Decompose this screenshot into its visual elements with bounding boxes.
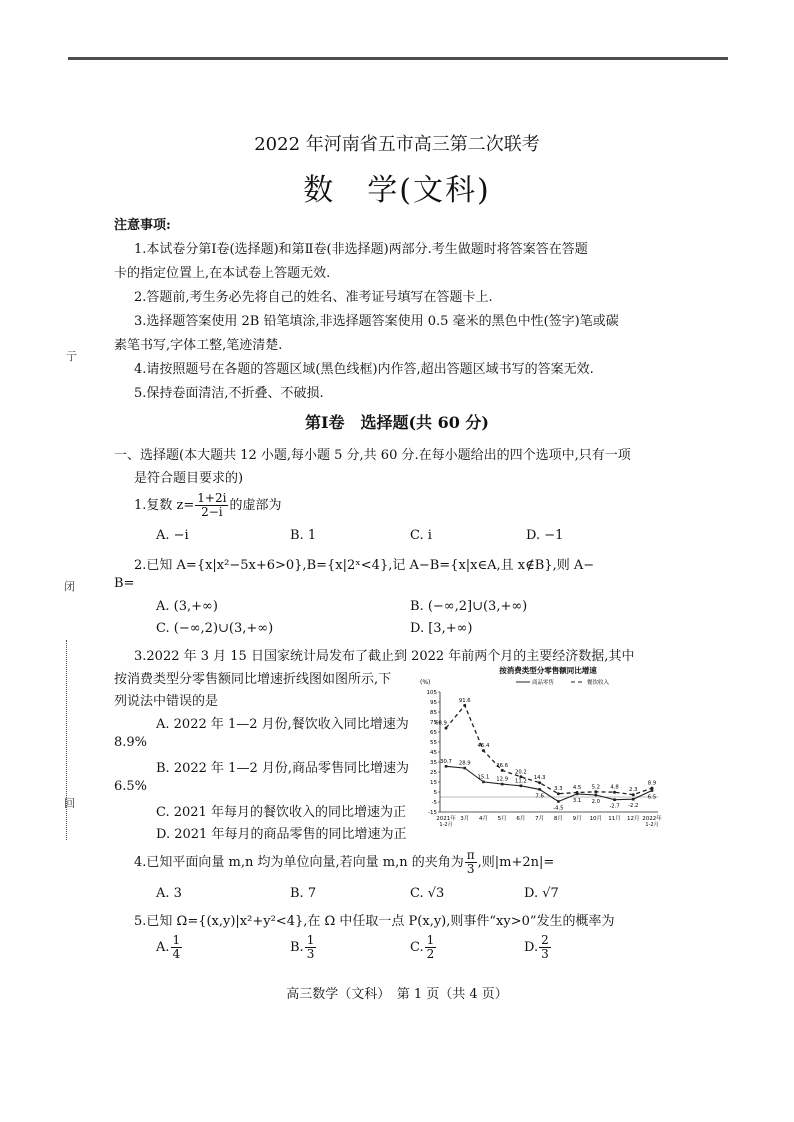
y-tick-label: 105 — [426, 690, 437, 696]
retail-growth-chart — [416, 662, 666, 837]
data-label: 5.2 — [591, 784, 601, 791]
q4-numerator: π — [466, 848, 475, 862]
q4-option-b: B. 7 — [290, 886, 317, 901]
x-tick-label: 12月 — [627, 816, 640, 822]
top-rule — [68, 57, 728, 60]
data-point — [613, 798, 616, 801]
data-label: 26.6 — [496, 762, 509, 769]
q2-option-a: A. (3,+∞) — [156, 599, 218, 614]
q3-option-b: B. 2022 年 1—2 月份,商品零售同比增速为 — [156, 761, 409, 776]
data-label: 8.9 — [647, 780, 657, 787]
note-item: 4.请按照题号在各题的答题区域(黑色线框)内作答,超出答题区域书写的答案无效. — [134, 362, 594, 377]
y-tick-label: -5 — [431, 800, 437, 806]
y-tick-label: 15 — [430, 780, 437, 786]
data-point — [632, 793, 635, 796]
q5-option-d — [524, 934, 552, 961]
question-3-cont: 按消费类型分零售额同比增速折线图如图所示,下 — [114, 672, 392, 687]
data-label: 14.3 — [533, 775, 546, 782]
x-tick-label: 9月 — [572, 816, 582, 822]
q4-option-a: A. 3 — [156, 886, 182, 901]
data-label: -2.7 — [609, 803, 620, 810]
y-tick-label: 45 — [430, 750, 437, 756]
data-point — [520, 785, 523, 788]
q4-fraction — [465, 849, 477, 876]
data-label: 2.0 — [591, 799, 601, 805]
data-point — [538, 788, 541, 791]
series-line — [446, 705, 652, 794]
q5-option-a — [156, 934, 183, 961]
data-point — [538, 781, 541, 784]
note-item: 3.选择题答案使用 2B 铅笔填涂,非选择题答案使用 0.5 毫米的黑色中性(签字)笔或碳 — [134, 314, 619, 329]
x-tick-label: 8月 — [553, 816, 563, 822]
q1-option-d: D. −1 — [526, 528, 564, 543]
chart-ylabel: (%) — [420, 679, 431, 686]
q1-prefix: 1.复数 z= — [134, 498, 195, 513]
data-label: 68.9 — [435, 720, 447, 727]
data-point — [482, 749, 485, 752]
data-point — [445, 727, 448, 730]
q5-numerator: 1 — [426, 933, 435, 947]
data-label: 11.2 — [515, 778, 527, 785]
q1-option-a: A. −i — [156, 528, 189, 543]
q4-denominator: 3 — [466, 862, 475, 876]
data-point — [557, 792, 560, 795]
q5-fraction — [171, 934, 183, 961]
data-label: 15.1 — [477, 774, 490, 781]
q3-option-b-cont: 6.5% — [114, 779, 148, 794]
note-item: 素笔书写,字体工整,笔迹清楚. — [114, 338, 283, 353]
x-tick-label: 4月 — [478, 816, 488, 822]
exam-subject: 数 学(文科) — [303, 173, 491, 208]
data-label: 3.1 — [572, 797, 582, 804]
legend-label: 商品零售 — [532, 680, 555, 686]
q5-numerator: 1 — [306, 933, 315, 947]
x-tick-label: 5月 — [497, 816, 507, 822]
q5-option-label: D. — [524, 940, 539, 955]
q5-option-label: A. — [156, 940, 170, 955]
q5-option-label: C. — [410, 940, 424, 955]
q5-option-label: B. — [290, 940, 304, 955]
question-3-cont: 列说法中错误的是 — [114, 694, 219, 709]
section-title: 第Ⅰ卷 选择题(共 60 分) — [304, 413, 490, 432]
q5-numerator: 2 — [541, 933, 549, 947]
data-label: 28.9 — [458, 760, 471, 767]
note-item: 卡的指定位置上,在本试卷上答题无效. — [114, 266, 331, 281]
legend-label: 餐饮收入 — [587, 680, 610, 686]
q2-option-c: C. (−∞,2)∪(3,+∞) — [156, 621, 274, 636]
data-label: 2.3 — [629, 787, 638, 794]
data-point — [463, 767, 466, 770]
question-2-cont: B= — [114, 576, 135, 591]
data-point — [632, 798, 635, 801]
q3-option-a: A. 2022 年 1—2 月份,餐饮收入同比增速为 — [156, 717, 409, 732]
x-tick-sublabel: 1-2月 — [439, 822, 453, 828]
q5-denominator: 3 — [306, 947, 315, 961]
data-label: -4.5 — [553, 805, 564, 812]
data-point — [445, 765, 448, 768]
x-tick-sublabel: 1-2月 — [645, 822, 659, 828]
y-tick-label: 25 — [430, 770, 437, 776]
part-intro: 一、选择题(本大题共 12 小题,每小题 5 分,共 60 分.在每小题给出的四个选项中,只有一项 — [114, 448, 631, 463]
x-tick-label: 6月 — [516, 816, 526, 822]
data-label: -2.2 — [628, 803, 639, 810]
y-tick-label: 65 — [430, 730, 437, 736]
margin-mark-2: 闭 — [64, 580, 75, 593]
data-label: 4.5 — [572, 785, 582, 791]
q4-option-c: C. √3 — [410, 886, 445, 901]
question-5: 5.已知 Ω={(x,y)|x²+y²<4},在 Ω 中任取一点 P(x,y),则事件“xy>0”发生的概率为 — [134, 914, 615, 929]
note-item: 2.答题前,考生务必先将自己的姓名、准考证号填写在答题卡上. — [134, 290, 493, 305]
data-label: 6.5 — [647, 794, 657, 801]
x-tick-label: 2021年 — [436, 816, 456, 822]
q1-suffix: 的虚部为 — [229, 498, 282, 513]
chart-title: 按消费类型分零售额同比增速 — [499, 666, 597, 675]
question-4 — [134, 849, 554, 876]
data-label: 46.4 — [477, 743, 490, 750]
page-footer: 高三数学（文科） 第 1 页（共 4 页） — [286, 987, 508, 1002]
chart-axes — [427, 690, 663, 828]
q5-fraction — [539, 934, 551, 961]
series-line — [446, 766, 652, 801]
chart-legend — [516, 678, 610, 686]
x-tick-label: 2022年 — [642, 816, 662, 822]
q1-denominator: 2−i — [201, 505, 223, 519]
data-point — [594, 790, 597, 793]
q5-denominator: 4 — [172, 947, 181, 961]
y-tick-label: 5 — [433, 790, 437, 796]
exam-title: 2022 年河南省五市高三第二次联考 — [254, 134, 540, 155]
q4-prefix: 4.已知平面向量 m,n 均为单位向量,若向量 m,n 的夹角为 — [134, 855, 464, 870]
q1-numerator: 1+2i — [197, 491, 227, 505]
y-tick-label: 95 — [430, 700, 437, 706]
q1-option-c: C. i — [410, 528, 432, 543]
q1-fraction — [195, 492, 228, 519]
q5-option-c — [410, 934, 437, 961]
q5-fraction — [305, 934, 317, 961]
x-tick-label: 11月 — [608, 816, 621, 822]
question-3: 3.2022 年 3 月 15 日国家统计局发布了截止到 2022 年前两个月的主要经济数据,其中 — [134, 649, 635, 664]
y-tick-label: 55 — [430, 740, 437, 746]
data-point — [613, 791, 616, 794]
data-point — [501, 783, 504, 786]
data-point — [651, 787, 654, 790]
question-1 — [134, 492, 281, 519]
q5-numerator: 1 — [172, 933, 181, 947]
q5-denominator: 3 — [541, 947, 549, 961]
data-label: 3.3 — [554, 786, 563, 793]
q4-suffix: ,则|m+2n|= — [477, 855, 555, 870]
data-point — [576, 791, 579, 794]
q3-option-a-cont: 8.9% — [114, 735, 148, 750]
y-tick-label: 75 — [430, 720, 437, 726]
q4-option-d: D. √7 — [524, 886, 559, 901]
q5-option-b — [290, 934, 317, 961]
data-point — [557, 800, 560, 803]
data-point — [501, 769, 504, 772]
data-label: 20.2 — [515, 769, 527, 776]
data-point — [482, 781, 485, 784]
note-item: 1.本试卷分第Ⅰ卷(选择题)和第Ⅱ卷(非选择题)两部分.考生做题时将答案答在答题 — [134, 242, 588, 257]
q1-option-b: B. 1 — [290, 528, 317, 543]
data-point — [595, 794, 598, 797]
y-tick-label: -15 — [428, 810, 437, 816]
data-label: 12.9 — [496, 776, 509, 783]
q3-option-d: D. 2021 年每月的商品零售的同比增速为正 — [156, 827, 407, 842]
q2-option-b: B. (−∞,2]∪(3,+∞) — [410, 599, 528, 614]
y-tick-label: 35 — [430, 760, 437, 766]
x-tick-label: 7月 — [535, 816, 545, 822]
data-point — [463, 704, 466, 707]
margin-mark-1: 亍 — [66, 350, 77, 363]
margin-mark-3: 回 — [64, 797, 75, 810]
notes-heading: 注意事项: — [114, 218, 171, 233]
x-tick-label: 10月 — [589, 816, 603, 822]
question-2: 2.已知 A={x|x²−5x+6>0},B={x|2ˣ<4},记 A−B={x|x∈A,且 x∉B},则 A− — [134, 558, 595, 573]
data-label: 91.6 — [458, 697, 471, 704]
q2-option-d: D. [3,+∞) — [410, 621, 473, 636]
data-label: 4.8 — [610, 784, 619, 791]
data-point — [519, 775, 522, 778]
chart-series — [435, 698, 656, 812]
y-tick-label: 85 — [430, 710, 437, 716]
data-label: 7.6 — [535, 793, 544, 800]
x-tick-label: 3月 — [460, 816, 470, 822]
data-label: 30.7 — [440, 758, 452, 765]
q3-option-c: C. 2021 年每月的餐饮收入的同比增速为正 — [156, 805, 406, 820]
q5-fraction — [425, 934, 437, 961]
part-intro: 是符合题目要求的) — [134, 471, 244, 486]
note-item: 5.保持卷面清洁,不折叠、不破损. — [134, 386, 324, 401]
q5-denominator: 2 — [426, 947, 435, 961]
